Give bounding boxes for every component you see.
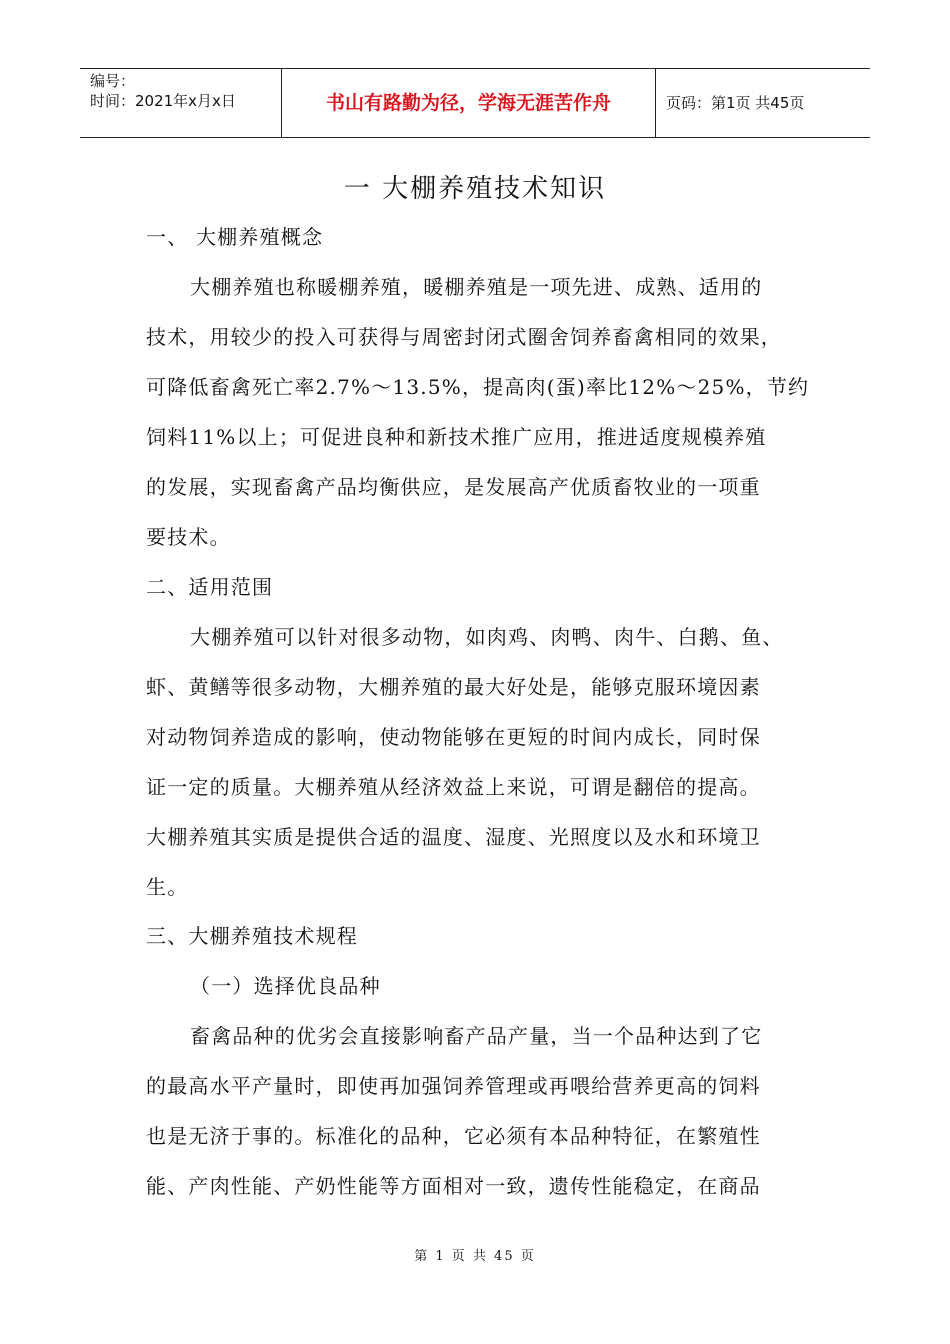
paragraph-line: 的发展，实现畜禽产品均衡供应，是发展高产优质畜牧业的一项重 [146, 475, 761, 499]
paragraph-line: 生。 [146, 875, 189, 899]
paragraph-line: 证一定的质量。大棚养殖从经济效益上来说，可谓是翻倍的提高。 [146, 775, 761, 799]
paragraph-line: 虾、黄鳝等很多动物，大棚养殖的最大好处是，能够克服环境因素 [146, 675, 761, 699]
paragraph-line: 可降低畜禽死亡率2.7%～13.5%，提高肉(蛋)率比12%～25%，节约 [146, 375, 810, 399]
subsection-heading: （一）选择优良品种 [190, 974, 381, 998]
document-header-table [80, 68, 870, 138]
paragraph-line: 也是无济于事的。标准化的品种，它必须有本品种特征，在繁殖性 [146, 1124, 761, 1148]
paragraph-line: 大棚养殖也称暖棚养殖，暖棚养殖是一项先进、成熟、适用的 [190, 275, 763, 299]
paragraph-line: 饲料11%以上；可促进良种和新技术推广应用，推进适度规模养殖 [146, 425, 767, 449]
paragraph-line: 对动物饲养造成的影响，使动物能够在更短的时间内成长，同时保 [146, 725, 761, 749]
paragraph-line: 的最高水平产量时，即使再加强饲养管理或再喂给营养更高的饲料 [146, 1074, 761, 1098]
section-heading-3: 三、大棚养殖技术规程 [146, 924, 358, 948]
page-footer: 第 1 页 共 45 页 [414, 1249, 536, 1264]
document-title: 一 大棚养殖技术知识 [343, 174, 607, 204]
paragraph-line: 技术，用较少的投入可获得与周密封闭式圈舍饲养畜禽相同的效果， [146, 325, 782, 349]
header-motto: 书山有路勤为径，学海无涯苦作舟 [282, 69, 656, 137]
document-time-label: 时间：2021年x月x日 [90, 92, 236, 110]
document-number-label: 编号： [90, 72, 136, 90]
paragraph-line: 畜禽品种的优劣会直接影响畜产品产量，当一个品种达到了它 [190, 1024, 763, 1048]
section-heading-1: 一、 大棚养殖概念 [146, 225, 324, 249]
paragraph-line: 大棚养殖其实质是提供合适的温度、湿度、光照度以及水和环境卫 [146, 825, 761, 849]
section-heading-2: 二、适用范围 [146, 575, 274, 599]
header-page-code: 页码：第1页 共45页 [666, 94, 805, 112]
paragraph-line: 要技术。 [146, 525, 231, 549]
paragraph-line: 能、产肉性能、产奶性能等方面相对一致，遗传性能稳定，在商品 [146, 1174, 761, 1198]
paragraph-line: 大棚养殖可以针对很多动物，如肉鸡、肉鸭、肉牛、白鹅、鱼、 [190, 625, 784, 649]
header-info-cell [80, 69, 282, 137]
